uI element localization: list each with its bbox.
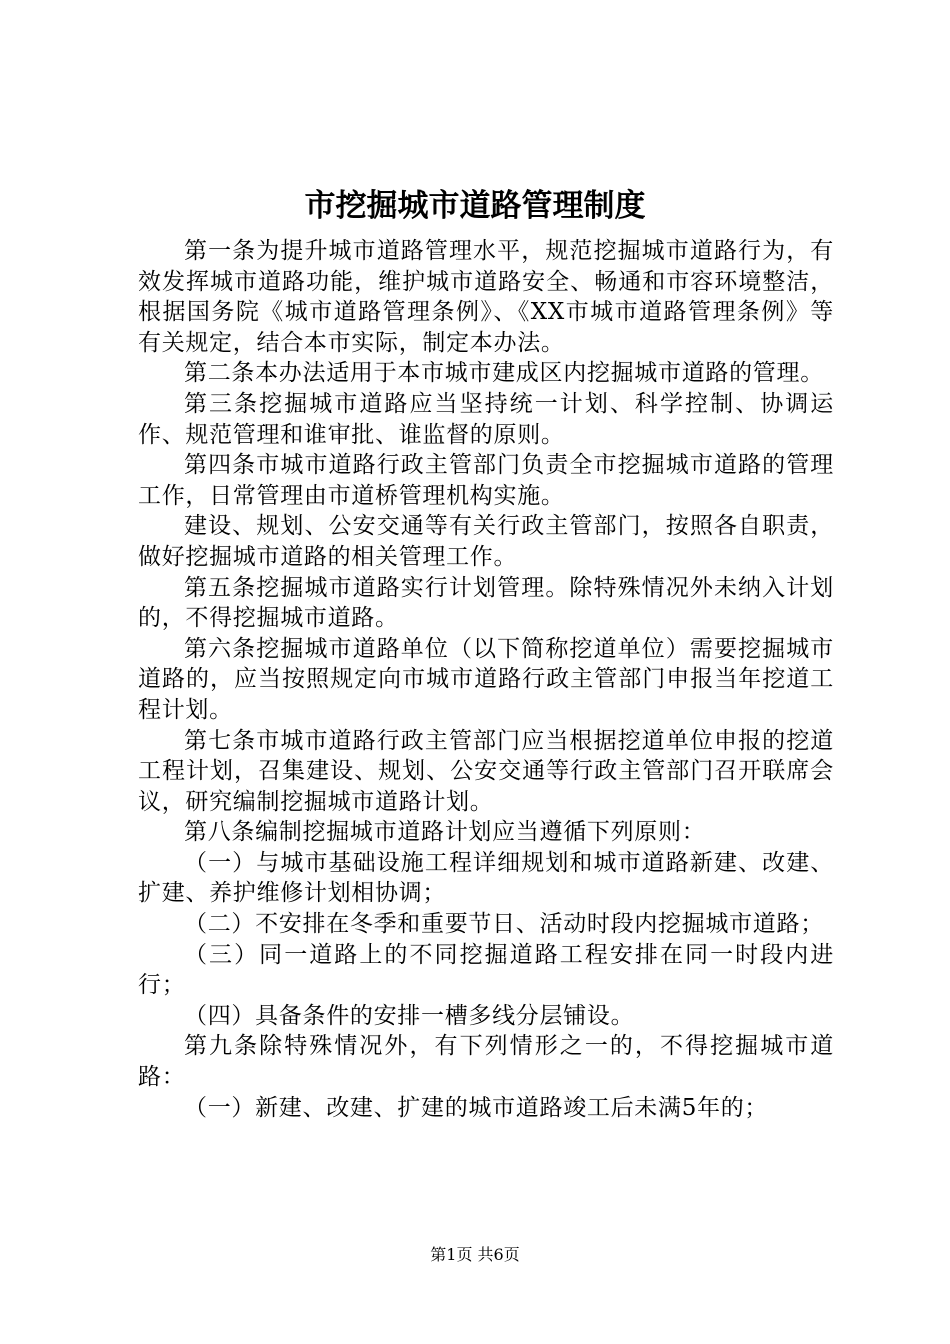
- paragraph-article-6: 第六条挖掘城市道路单位（以下简称挖道单位）需要挖掘城市道路的，应当按照规定向市城市道路行政主管部门申报当年挖道工程计划。: [138, 635, 834, 723]
- paragraph-article-9-item-1: （一）新建、改建、扩建的城市道路竣工后未满5年的；: [184, 1094, 769, 1121]
- paragraph-article-9: 第九条除特殊情况外，有下列情形之一的，不得挖掘城市道路：: [138, 1033, 834, 1091]
- paragraph-article-2: 第二条本办法适用于本市城市建成区内挖掘城市道路的管理。: [184, 360, 824, 387]
- paragraph-article-7: 第七条市城市道路行政主管部门应当根据挖道单位申报的挖道工程计划，召集建设、规划、公安交通等行政主管部门召开联席会议，研究编制挖掘城市道路计划。: [138, 727, 834, 815]
- paragraph-article-8-item-4: （四）具备条件的安排一槽多线分层铺设。: [184, 1002, 635, 1029]
- paragraph-article-8-item-1: （一）与城市基础设施工程详细规划和城市道路新建、改建、扩建、养护维修计划相协调；: [138, 849, 834, 907]
- paragraph-article-4-cont: 建设、规划、公安交通等有关行政主管部门，按照各自职责，做好挖掘城市道路的相关管理工作。: [138, 513, 834, 570]
- paragraph-article-5: 第五条挖掘城市道路实行计划管理。除特殊情况外未纳入计划的，不得挖掘城市道路。: [138, 574, 834, 632]
- paragraph-article-8: 第八条编制挖掘城市道路计划应当遵循下列原则：: [184, 819, 706, 846]
- document-body: [138, 236, 834, 1123]
- page-footer: 第1页 共6页: [430, 1245, 520, 1264]
- paragraph-article-8-item-3: （三）同一道路上的不同挖掘道路工程安排在同一时段内进行；: [138, 941, 834, 999]
- document-title: 市挖掘城市道路管理制度: [304, 188, 646, 224]
- paragraph-article-8-item-2: （二）不安排在冬季和重要节日、活动时段内挖掘城市道路；: [184, 911, 824, 938]
- paragraph-article-3: 第三条挖掘城市道路应当坚持统一计划、科学控制、协调运作、规范管理和谁审批、谁监督的原则。: [138, 390, 834, 448]
- paragraph-article-4: 第四条市城市道路行政主管部门负责全市挖掘城市道路的管理工作，日常管理由市道桥管理机构实施。: [138, 452, 834, 509]
- paragraph-article-1: 第一条为提升城市道路管理水平，规范挖掘城市道路行为，有效发挥城市道路功能，维护城市道路安全、畅通和市容环境整洁，根据国务院《城市道路管理条例》、《XX市城市道路管理条例》等有关规定，结合本市实际，制定本办法。: [138, 238, 834, 356]
